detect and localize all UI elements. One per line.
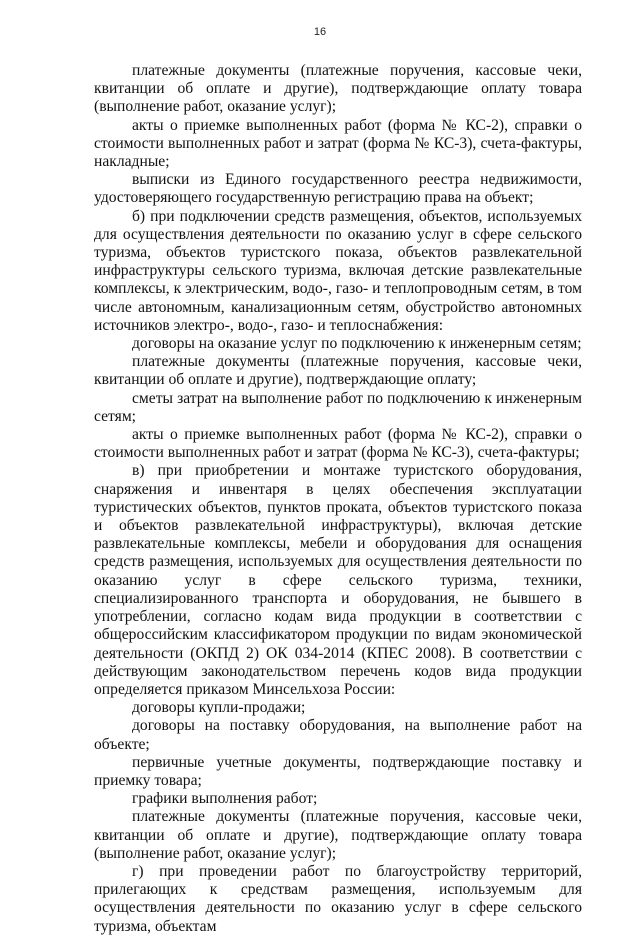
paragraph-payment-documents-2: платежные документы (платежные поручения, кассовые чеки, квитанции об оплате и другие), подтверждающие оплату; [94,353,582,389]
document-body [94,62,582,936]
paragraph-payment-documents-3: платежные документы (платежные поручения, кассовые чеки, квитанции об оплате и другие), подтверждающие оплату товара (выполнение работ, оказание услуг); [94,808,582,862]
paragraph-payment-documents: платежные документы (платежные поручения, кассовые чеки, квитанции об оплате и другие), подтверждающие оплату товара (выполнение работ, оказание услуг); [94,62,582,116]
paragraph-acceptance-acts: акты о приемке выполненных работ (форма № КС-2), справки о стоимости выполненных работ и затрат (форма № КС-3), счета-фактуры, накладные; [94,116,582,171]
paragraph-supply-contracts: договоры на поставку оборудования, на выполнение работ на объекте; [94,717,582,753]
paragraph-work-schedules: графики выполнения работ; [132,790,318,808]
page-number: 16 [313,26,327,38]
paragraph-item-b: б) при подключении средств размещения, объектов, используемых для осуществления деятельности по оказанию услуг в сфере сельского туризма, объектов туристского показа, объектов развлекательной инфраструктуры сельского туризма, включая детские развлекательные комплексы, к электрическим, водо-, газо- и теплопроводным сетям, в том числе автономным, канализационным сетям, обустройство автономных источников электро-, водо-, газо- и теплоснабжения: [94,207,582,334]
paragraph-sale-contracts: договоры купли-продажи; [132,699,306,717]
paragraph-connection-contracts: договоры на оказание услуг по подключению к инженерным сетям; [132,335,582,353]
paragraph-cost-estimates: сметы затрат на выполнение работ по подключению к инженерным сетям; [94,389,582,425]
paragraph-registry-extracts: выписки из Единого государственного реестра недвижимости, удостоверяющего государственную регистрацию права на объект; [94,171,582,207]
paragraph-primary-documents: первичные учетные документы, подтверждающие поставку и приемку товара; [94,753,582,789]
paragraph-item-g: г) при проведении работ по благоустройству территорий, прилегающих к средствам размещения, используемым для осуществления деятельности по оказанию услуг в сфере сельского туризма, объектам [94,862,582,935]
paragraph-acceptance-acts-2: акты о приемке выполненных работ (форма № КС-2), справки о стоимости выполненных работ и затрат (форма № КС-3), счета-фактуры; [94,426,582,462]
paragraph-item-v: в) при приобретении и монтаже туристского оборудования, снаряжения и инвентаря в целях обеспечения эксплуатации туристических объектов, пунктов проката, объектов туристского показа и объектов развлекательной инфраструктуры), включая детские развлекательные комплексы, мебели и оборудования для оснащения средств размещения, используемых для осуществления деятельности по оказанию услуг в сфере сельского туризма, техники, специализированного транспорта и оборудования, не бывшего в употреблении, согласно кодам вида продукции в соответствии с общероссийским классификатором продукции по видам экономической деятельности (ОКПД 2) ОК 034-2014 (КПЕС 2008). В соответствии с действующим законодательством перечень кодов вида продукции определяется приказом Минсельхоза России: [94,462,582,698]
